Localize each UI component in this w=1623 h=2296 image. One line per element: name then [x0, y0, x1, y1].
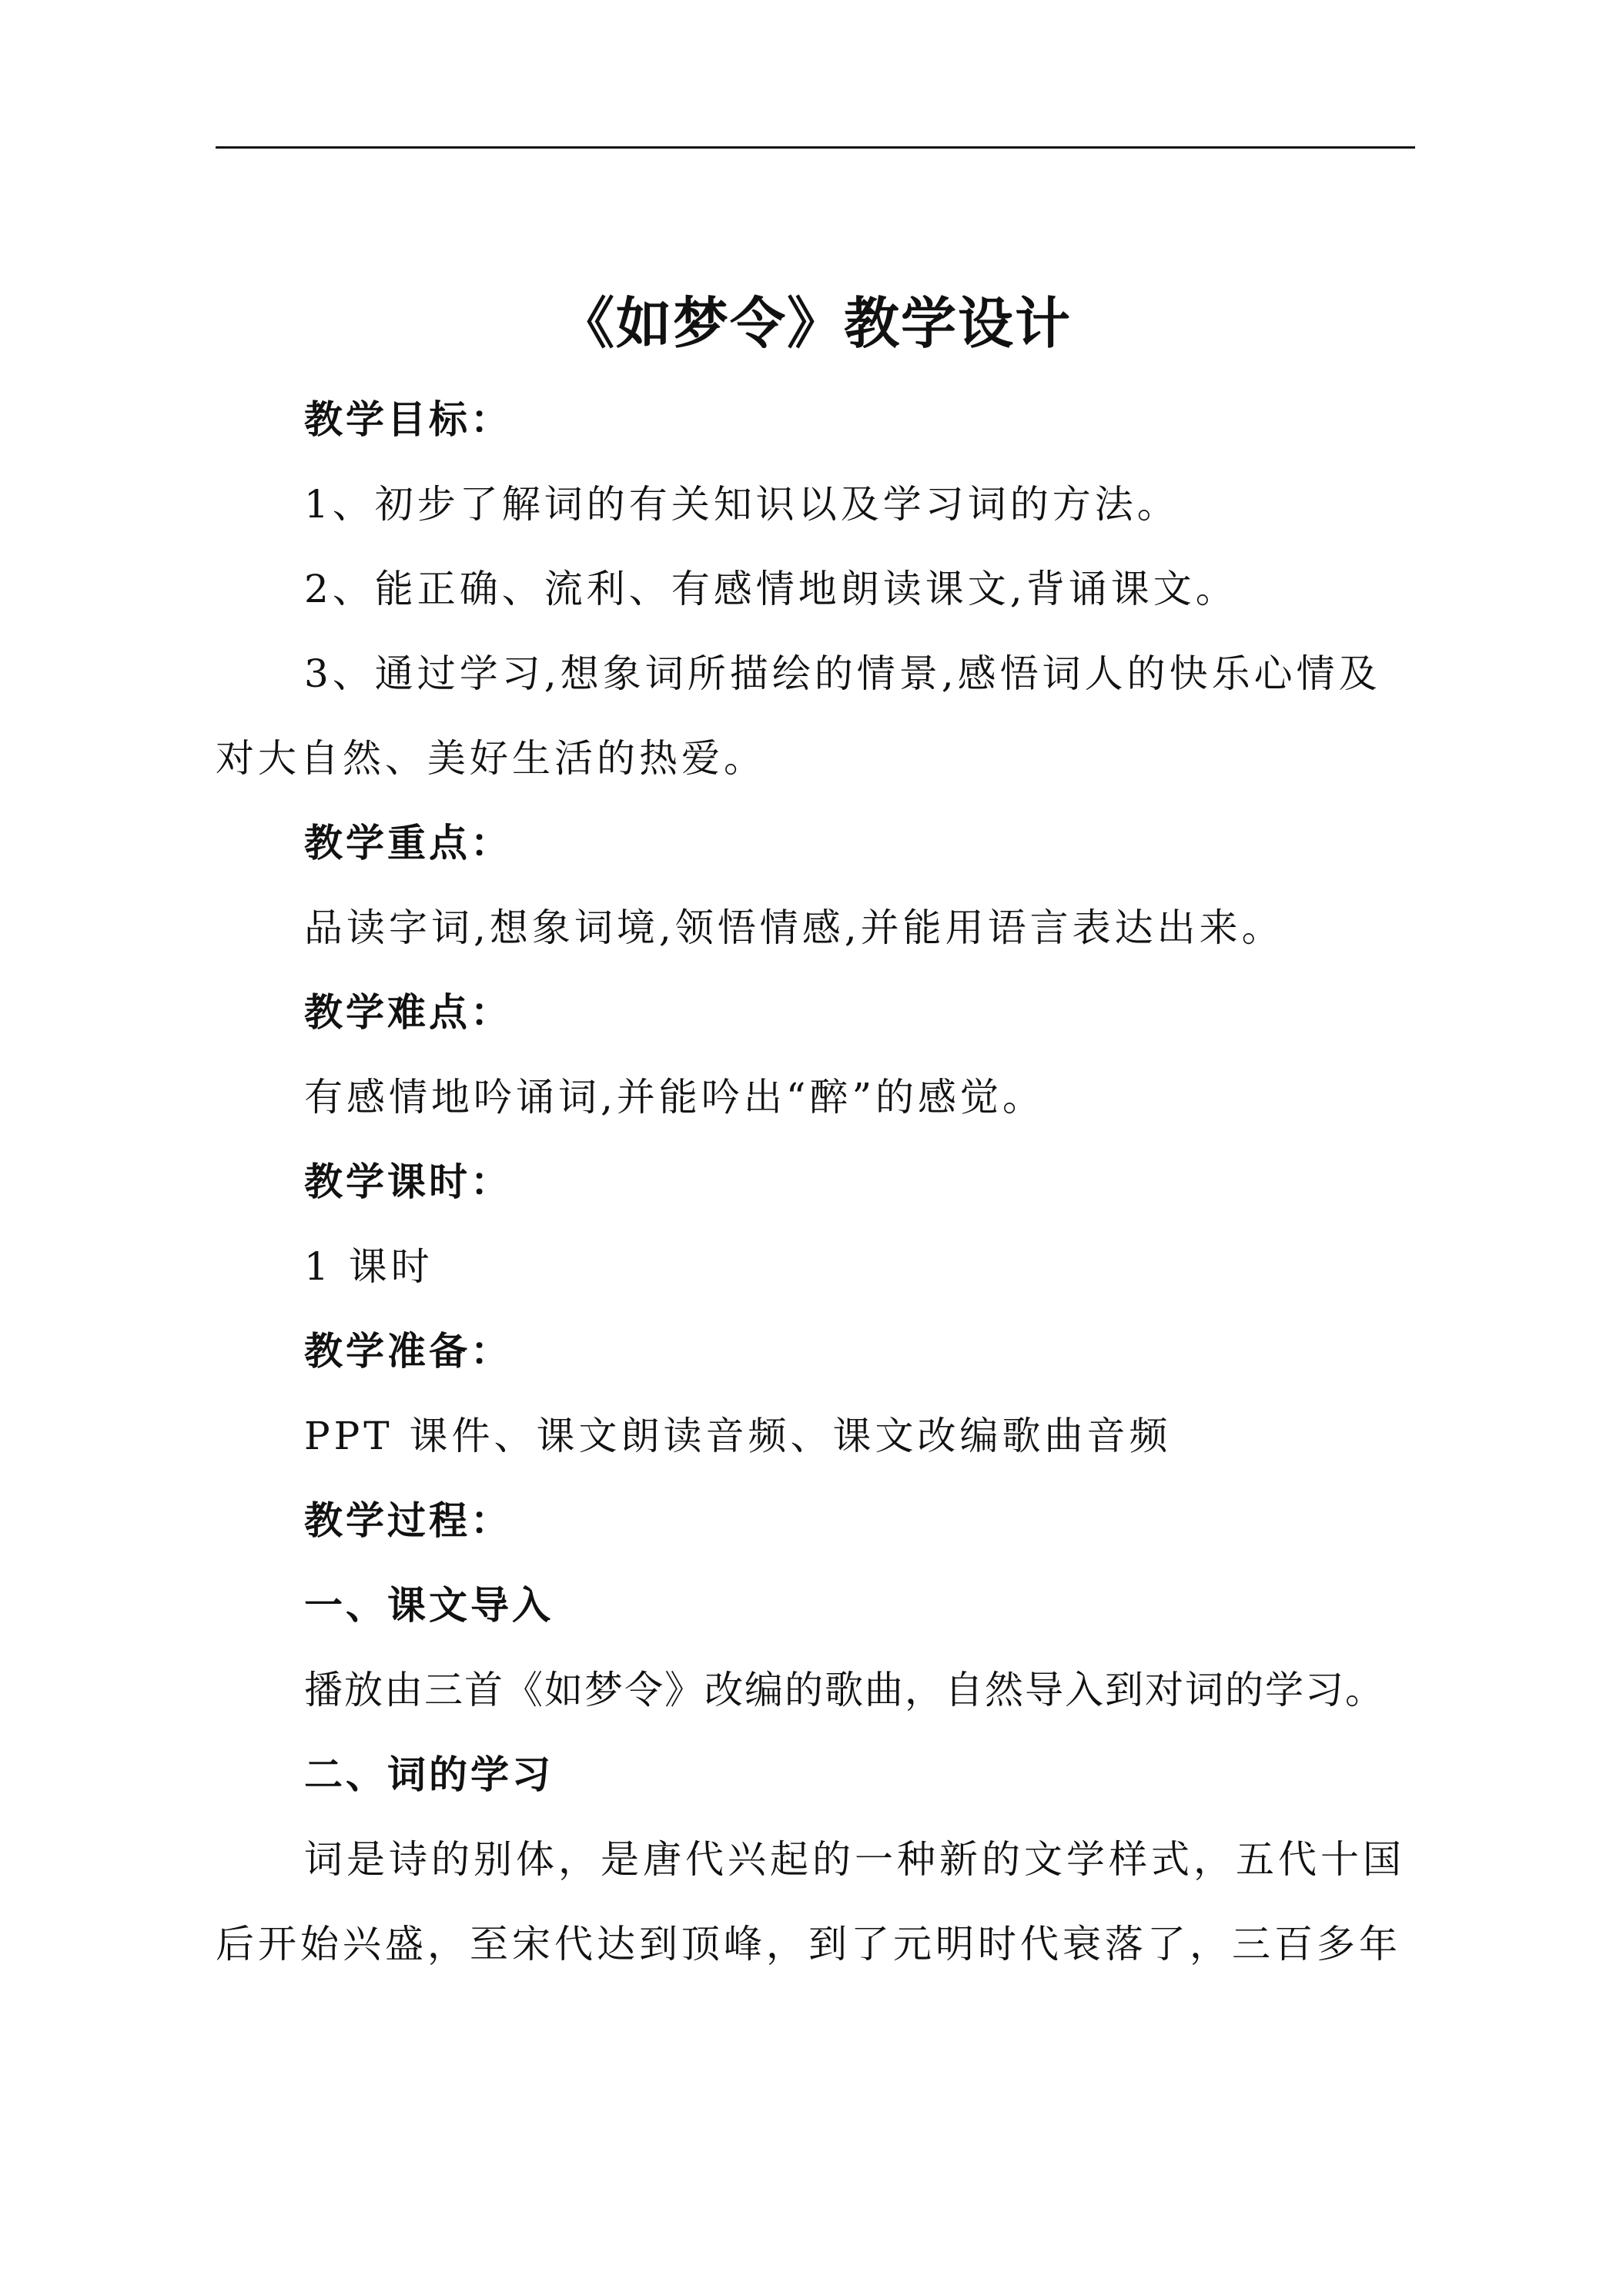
- part2-text: 词是诗的别体，是唐代兴起的一种新的文学样式，五代十国后开始兴盛，至宋代达到顶峰，到了元明时代衰落了，三百多年: [216, 1837, 1405, 1966]
- process-heading: 教学过程：: [304, 1498, 512, 1543]
- class-hours-heading: 教学课时：: [304, 1160, 512, 1204]
- preparation-heading: 教学准备：: [304, 1329, 512, 1374]
- document-title: 《如梦令》教学设计: [558, 291, 1072, 356]
- preparation-text: PPT 课件、课文朗读音频、课文改编歌曲音频: [304, 1414, 1172, 1458]
- objective-1: 1、初步了解词的有关知识以及学习词的方法。: [304, 482, 1180, 527]
- document-body: [216, 377, 1415, 1986]
- objective-3: 3、通过学习,想象词所描绘的情景,感悟词人的快乐心情及对大自然、美好生活的热爱。: [216, 651, 1381, 781]
- key-points-text: 品读字词,想象词境,领悟情感,并能用语言表达出来。: [304, 905, 1284, 950]
- header-rule: [216, 146, 1415, 149]
- difficulties-text: 有感情地吟诵词,并能吟出“醉”的感觉。: [304, 1075, 1046, 1120]
- key-points-heading: 教学重点：: [304, 821, 512, 865]
- part2-heading: 二、词的学习: [304, 1752, 554, 1797]
- objective-2: 2、能正确、流利、有感情地朗读课文,背诵课文。: [304, 567, 1238, 611]
- part1-heading: 一、课文导入: [304, 1583, 554, 1628]
- part1-text: 播放由三首《如梦令》改编的歌曲，自然导入到对词的学习。: [304, 1668, 1385, 1712]
- objectives-heading: 教学目标：: [304, 397, 512, 442]
- class-hours-text: 1 课时: [304, 1244, 433, 1289]
- difficulties-heading: 教学难点：: [304, 990, 512, 1035]
